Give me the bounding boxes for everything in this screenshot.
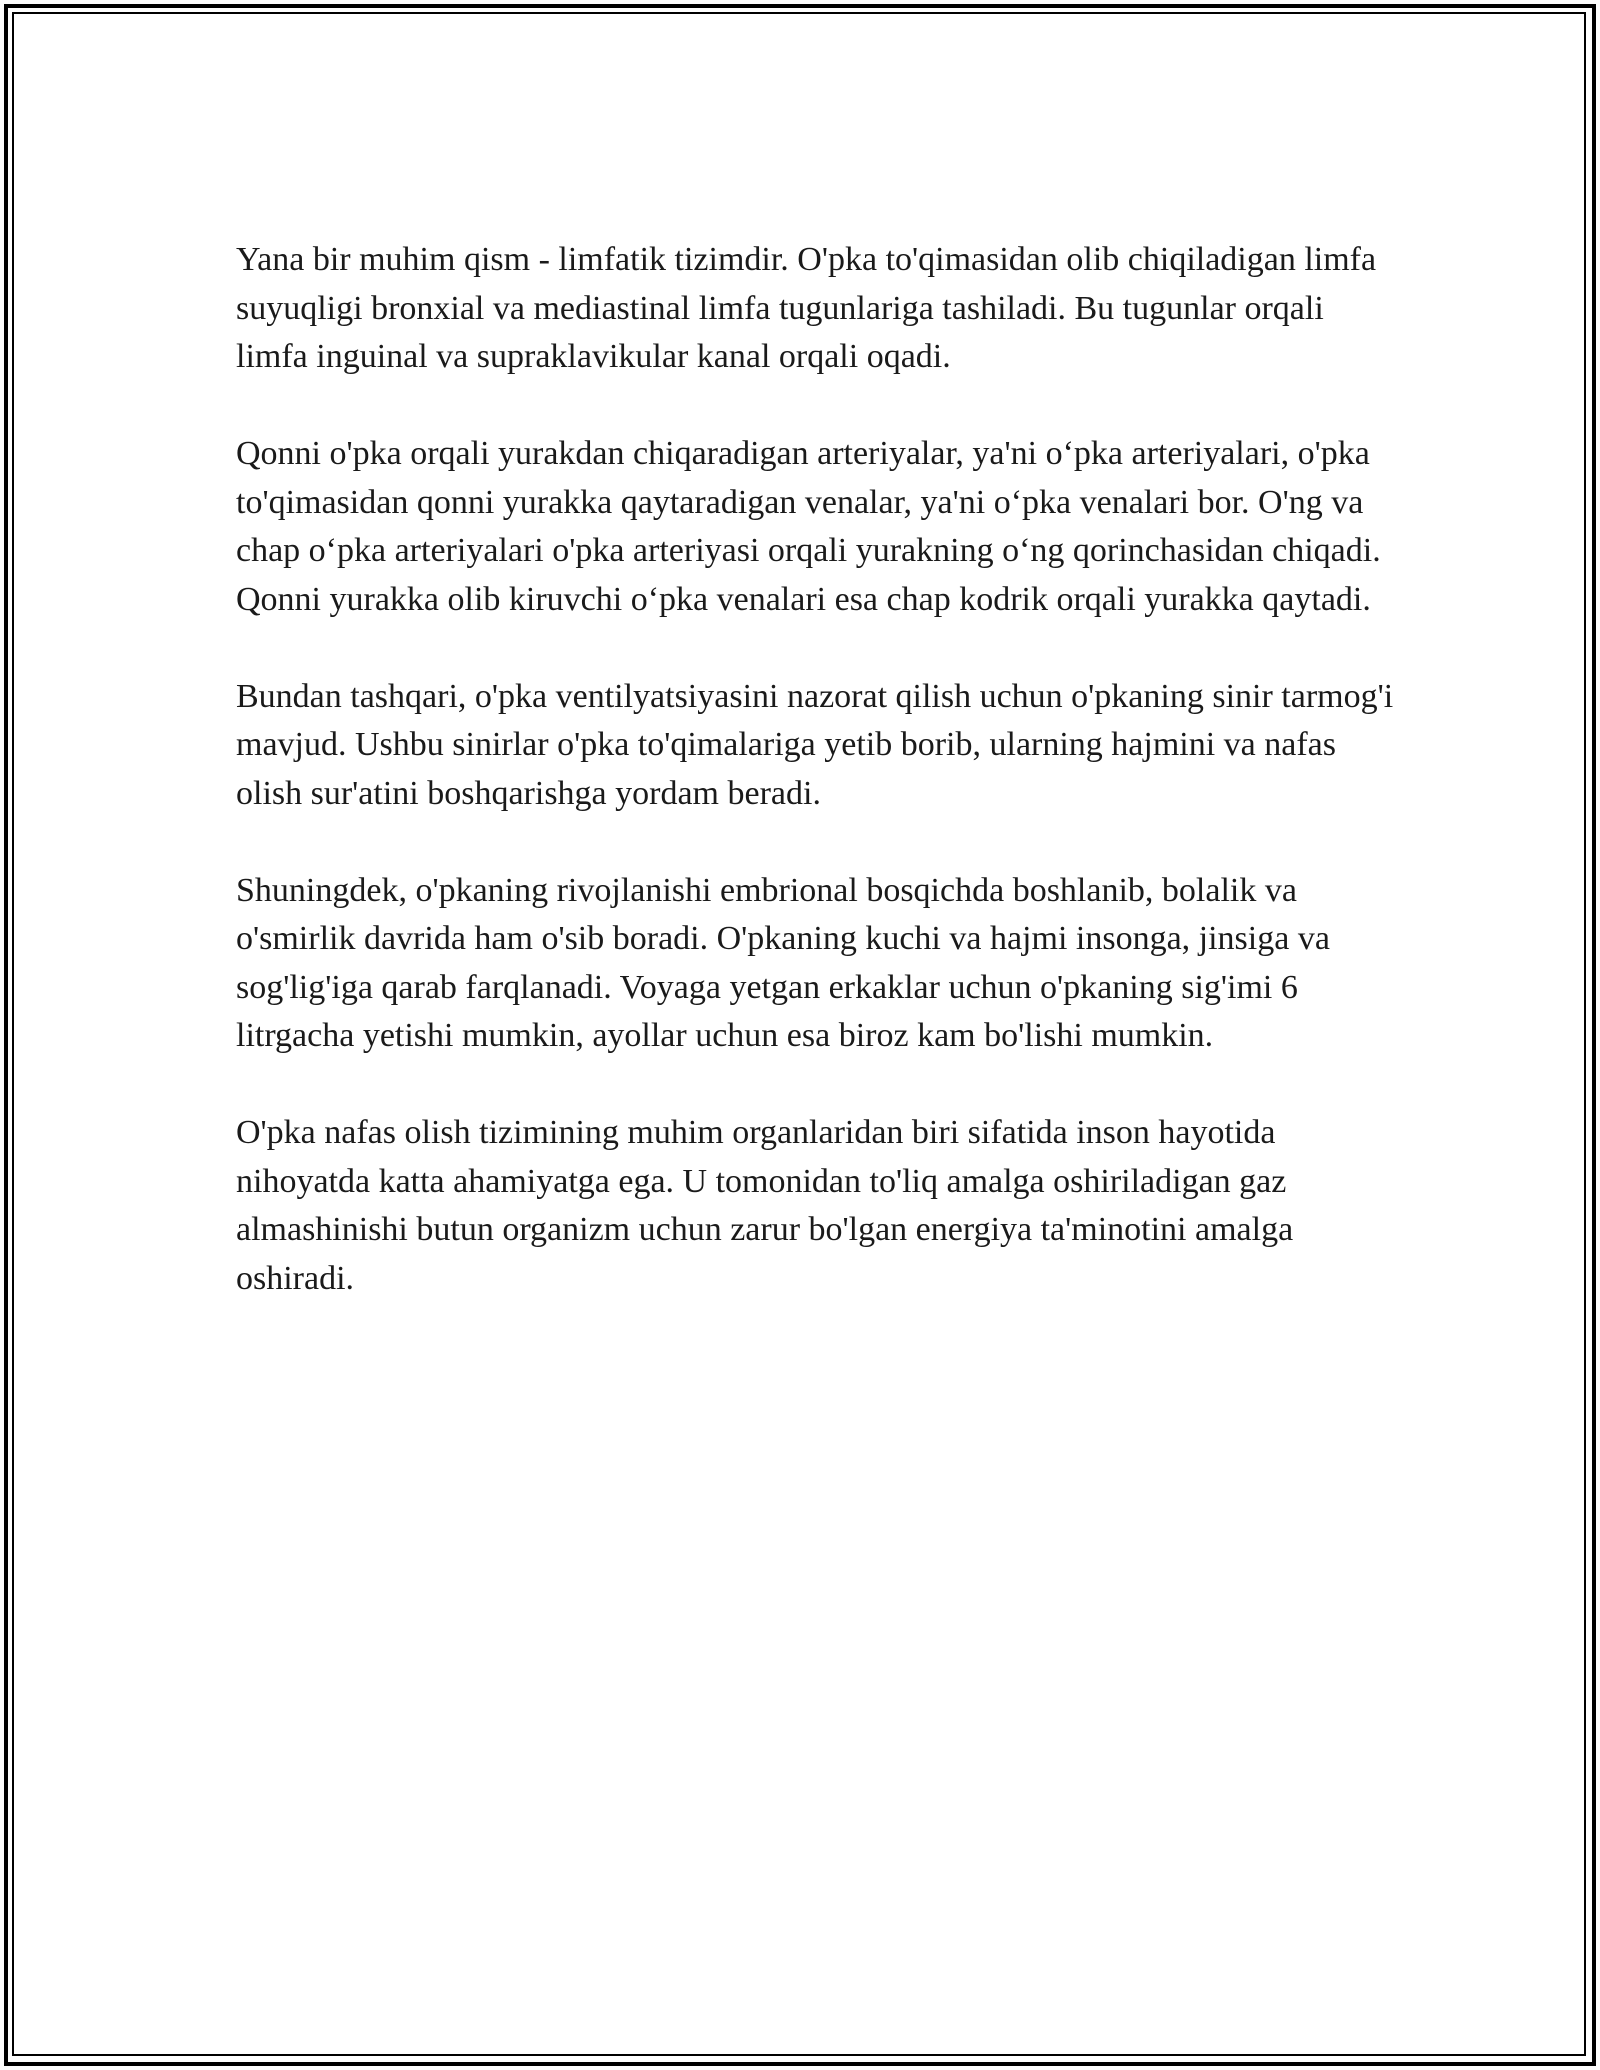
paragraph-lymphatic-system: Yana bir muhim qism - limfatik tizimdir. O'pka to'qimasidan olib chiqiladigan limfa suyuqligi bronxial va mediastinal limfa tugunlariga tashiladi. Bu tugunlar orqali limfa inguinal va supraklavikular kanal orqali oqadi. xyxy=(236,241,1377,375)
paragraph-pulmonary-vessels: Qonni o'pka orqali yurakdan chiqaradigan arteriyalar, ya'ni o‘pka arteriyalari, o'pka to'qimasidan qonni yurakka qaytaradigan venalar, ya'ni o‘pka venalari bor. O'ng va chap o‘pka arteriyalari o'pka arteriyasi orqali yurakning o‘ng qorinchasidan chiqadi. Qonni yurakka olib kiruvchi o‘pka venalari esa chap kodrik orqali yurakka qaytadi. xyxy=(236,435,1381,618)
paragraph-lung-development: Shuningdek, o'pkaning rivojlanishi embrional bosqichda boshlanib, bolalik va o'smirlik davrida ham o'sib boradi. O'pkaning kuchi va hajmi insonga, jinsiga va sog'lig'iga qarab farqlanadi. Voyaga yetgan erkaklar uchun o'pkaning sig'imi 6 litrgacha yetishi mumkin, ayollar uchun esa biroz kam bo'lishi mumkin. xyxy=(236,871,1330,1054)
document-body xyxy=(236,236,1396,1352)
paragraph-lung-importance: O'pka nafas olish tizimining muhim organlaridan biri sifatida inson hayotida nihoyatda katta ahamiyatga ega. U tomonidan to'liq amalga oshiriladigan gaz almashinishi butun organizm uchun zarur bo'lgan energiya ta'minotini amalga oshiradi. xyxy=(236,1114,1294,1297)
paragraph-nerve-network: Bundan tashqari, o'pka ventilyatsiyasini nazorat qilish uchun o'pkaning sinir tarmog'i mavjud. Ushbu sinirlar o'pka to'qimalariga yetib borib, ularning hajmini va nafas olish sur'atini boshqarishga yordam beradi. xyxy=(236,677,1394,812)
